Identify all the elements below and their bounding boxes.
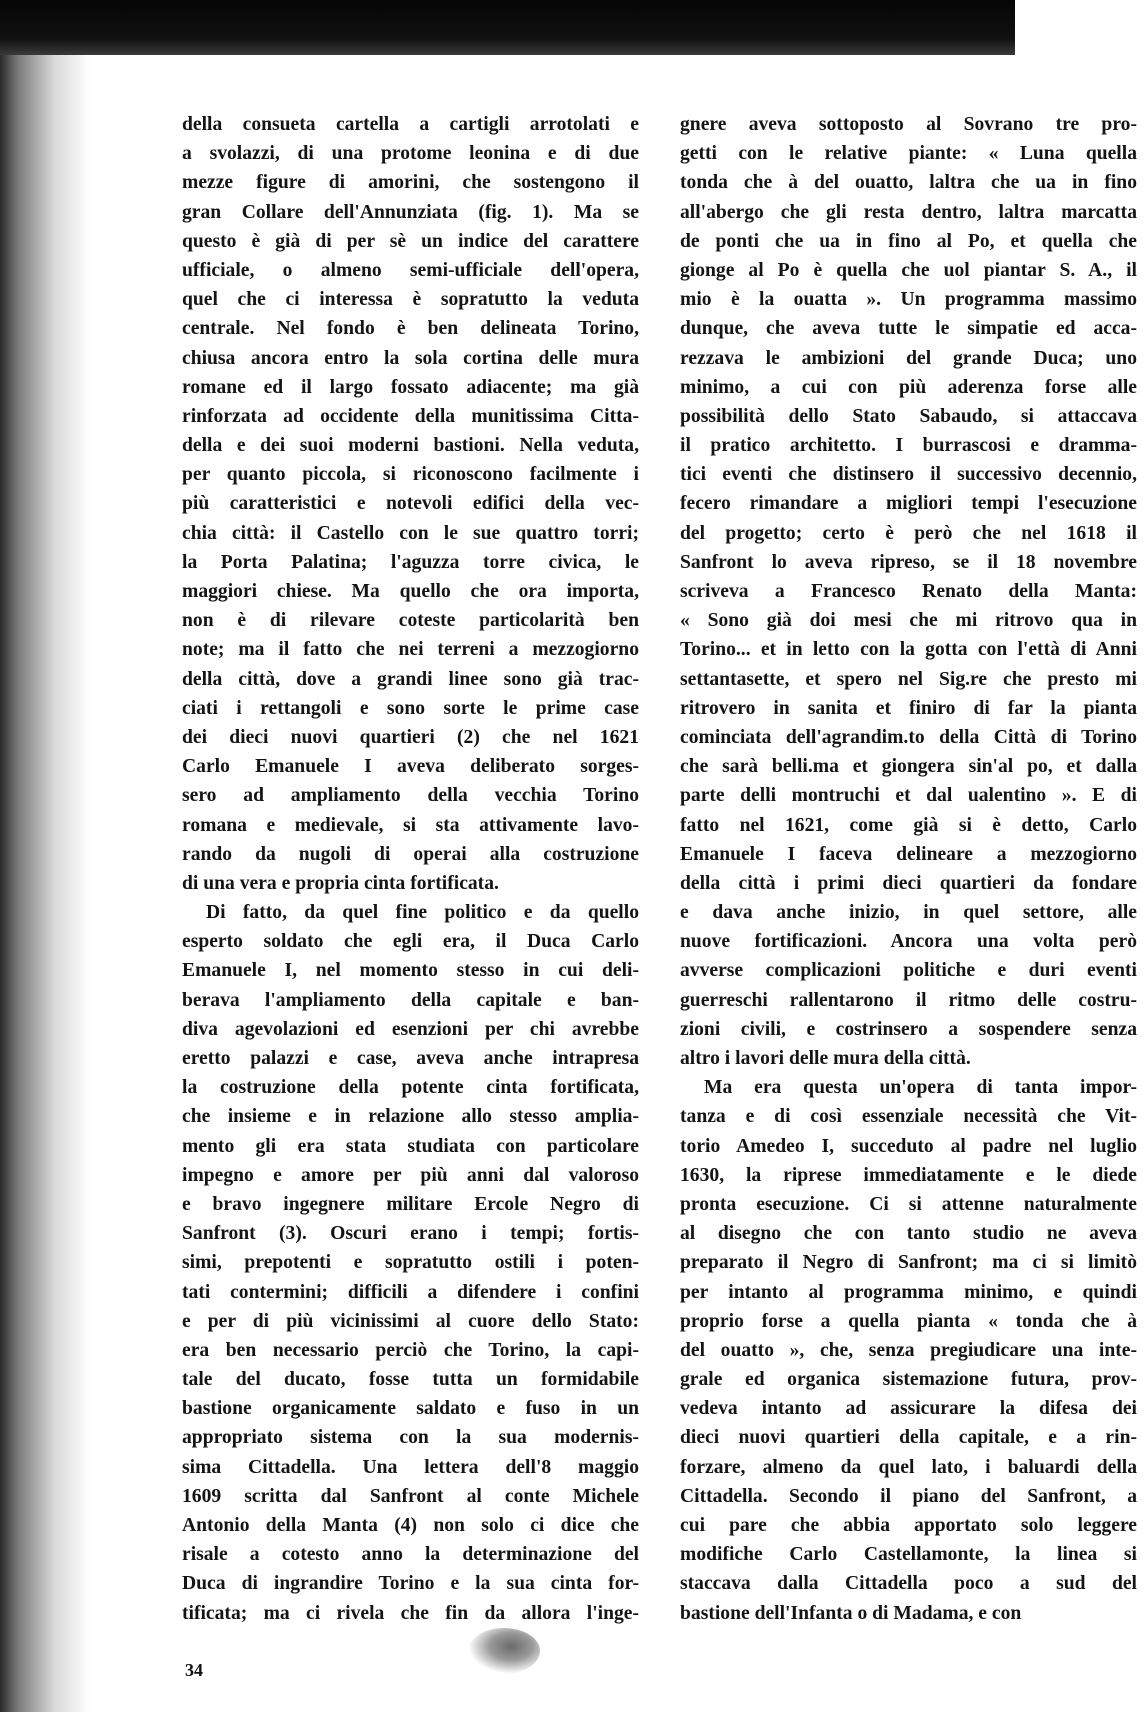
text-line: cominciata dell'agrandim.to della Città di Torino: [680, 726, 1137, 748]
scan-top-border: [0, 0, 1015, 55]
text-line: risale a cotesto anno la determinazione del: [182, 1544, 639, 1566]
text-line: mezze figure di amorini, che sostengono il: [182, 172, 639, 194]
text-line: gionge al Po è quella che uol piantar S. A., il: [680, 259, 1137, 281]
text-line: sima Cittadella. Una lettera dell'8 maggio: [182, 1456, 639, 1478]
text-line: rando da nugoli di operai alla costruzione: [182, 843, 639, 865]
text-line: romane ed il largo fossato adiacente; ma già: [182, 376, 639, 398]
text-line: nuove fortificazioni. Ancora una volta però: [680, 931, 1137, 953]
text-line: note; ma il fatto che nei terreni a mezzogiorno: [182, 639, 639, 661]
text-line: avverse complicazioni politiche e duri eventi: [680, 960, 1137, 982]
text-line: diva agevolazioni ed esenzioni per chi avrebbe: [182, 1018, 639, 1040]
text-line: fatto nel 1621, come già si è detto, Carlo: [680, 814, 1137, 836]
text-line: a svolazzi, di una protome leonina e di due: [182, 143, 639, 165]
text-line: della città, dove a grandi linee sono già trac-: [182, 668, 639, 690]
text-line: ritrovero in sanita et finiro di far la pianta: [680, 697, 1137, 719]
text-line: sero ad ampliamento della vecchia Torino: [182, 785, 639, 807]
text-line: chiusa ancora entro la sola cortina delle mura: [182, 347, 639, 369]
text-line: romana e medievale, si sta attivamente lavo-: [182, 814, 639, 836]
text-line: zioni civili, e costrinsero a sospendere senza: [680, 1018, 1137, 1040]
text-line: Sanfront lo aveva ripreso, se il 18 novembre: [680, 551, 1137, 573]
text-line: torio Amedeo I, succeduto al padre nel luglio: [680, 1135, 1137, 1157]
text-line: cui pare che abbia apportato solo leggere: [680, 1515, 1137, 1536]
text-line: altro i lavori delle mura della città.: [680, 1048, 971, 1069]
text-line: dunque, che aveva tutte le simpatie ed acca-: [680, 318, 1137, 340]
text-line: Di fatto, da quel fine politico e da quello: [206, 902, 639, 924]
text-line: bastione dell'Infanta o di Madama, e con: [680, 1602, 1022, 1624]
text-line: dei dieci nuovi quartieri (2) che nel 1621: [182, 726, 639, 748]
text-line: Torino... et in letto con la gotta con l'ettà di Anni: [680, 639, 1137, 661]
text-line: « Sono già doi mesi che mi ritrovo qua in: [680, 610, 1137, 632]
text-line: parte delli montruchi et dal ualentino ». E di: [680, 785, 1137, 807]
text-line: simi, prepotenti e sopratutto ostili i poten-: [182, 1252, 639, 1274]
text-line: proprio forse a quella pianta « tonda che à: [680, 1310, 1137, 1332]
text-line: guerreschi rallentarono il ritmo delle costru-: [680, 989, 1137, 1011]
text-line: di una vera e propria cinta fortificata.: [182, 872, 499, 894]
text-line: ciati i rettangoli e sono sorte le prime case: [182, 697, 639, 719]
text-line: pronta esecuzione. Ci si attenne naturalmente: [680, 1193, 1137, 1215]
text-line: per quanto piccola, si riconoscono facilmente i: [182, 464, 639, 486]
text-line: della città i primi dieci quartieri da fondare: [680, 872, 1137, 894]
text-line: fecero rimandare a migliori tempi l'esecuzione: [680, 493, 1137, 515]
text-line: settantasette, et spero nel Sig.re che presto mi: [680, 668, 1137, 690]
text-line: del progetto; certo è però che nel 1618 il: [680, 522, 1137, 544]
text-line: de ponti che ua in fino al Po, et quella che: [680, 230, 1137, 252]
text-line: Ma era questa un'opera di tanta impor-: [704, 1077, 1137, 1099]
text-line: per intanto al programma minimo, e quindi: [680, 1281, 1137, 1303]
text-line: rinforzata ad occidente della munitissima Citta-: [182, 405, 639, 427]
text-line: centrale. Nel fondo è ben delineata Torino,: [182, 318, 639, 340]
text-line: Emanuele I faceva delineare a mezzogiorno: [680, 843, 1137, 865]
text-line: ufficiale, o almeno semi-ufficiale dell'opera,: [182, 259, 639, 281]
text-line: il pratico architetto. I burrascosi e dramma-: [680, 435, 1137, 457]
text-line: modifiche Carlo Castellamonte, la linea si: [680, 1544, 1137, 1566]
text-line: gran Collare dell'Annunziata (fig. 1). Ma se: [182, 201, 639, 223]
left-text-column: [182, 110, 639, 1628]
text-line: tati contermini; difficili a difendere i confini: [182, 1281, 639, 1303]
text-line: rezzava le ambizioni del grande Duca; uno: [680, 347, 1137, 369]
text-line: vedeva intanto ad assicurare la difesa dei: [680, 1398, 1137, 1420]
text-line: Duca di ingrandire Torino e la sua cinta for-: [182, 1573, 639, 1595]
text-line: forzare, almeno da quel lato, i baluardi della: [680, 1456, 1137, 1478]
text-line: e dava anche inizio, in quel settore, alle: [680, 902, 1137, 924]
right-text-column: [680, 110, 1137, 1628]
text-line: e per di più vicinissimi al cuore dello Stato:: [182, 1310, 639, 1332]
text-line: all'abergo che gli resta dentro, laltra marcatta: [680, 201, 1137, 223]
text-line: staccava dalla Cittadella poco a sud del: [680, 1573, 1137, 1595]
text-line: dieci nuovi quartieri della capitale, e a rin-: [680, 1427, 1137, 1449]
text-line: del ouatto », che, senza pregiudicare una inte-: [680, 1339, 1137, 1361]
page-gutter-shadow: [0, 0, 90, 1712]
text-line: Carlo Emanuele I aveva deliberato sorges-: [182, 756, 639, 778]
text-line: getti con le relative piante: « Luna quella: [680, 143, 1137, 165]
text-line: che insieme e in relazione allo stesso amplia-: [182, 1106, 639, 1128]
text-line: più caratteristici e notevoli edifici della vec-: [182, 493, 639, 515]
text-line: maggiori chiese. Ma quello che ora importa,: [182, 581, 639, 602]
text-line: 1630, la riprese immediatamente e le diede: [680, 1164, 1137, 1186]
text-line: Cittadella. Secondo il piano del Sanfront, a: [680, 1485, 1137, 1507]
text-line: scriveva a Francesco Renato della Manta:: [680, 581, 1137, 602]
text-line: esperto soldato che egli era, il Duca Carlo: [182, 931, 639, 953]
text-line: chia città: il Castello con le sue quattro torri;: [182, 522, 639, 544]
text-line: gnere aveva sottoposto al Sovrano tre pro-: [680, 114, 1137, 135]
text-line: Sanfront (3). Oscuri erano i tempi; fortis-: [182, 1223, 639, 1245]
text-line: la Porta Palatina; l'aguzza torre civica, le: [182, 551, 639, 573]
text-line: eretto palazzi e case, aveva anche intrapresa: [182, 1048, 639, 1069]
text-line: berava l'ampliamento della capitale e ban-: [182, 989, 639, 1011]
text-line: tale del ducato, fosse tutta un formidabile: [182, 1369, 639, 1391]
text-line: Antonio della Manta (4) non solo ci dice che: [182, 1515, 639, 1536]
text-line: tificata; ma ci rivela che fin da allora l'inge-: [182, 1602, 639, 1624]
text-line: non è di rilevare coteste particolarità ben: [182, 610, 639, 632]
text-line: mio è la ouatta ». Un programma massimo: [680, 289, 1137, 311]
text-line: possibilità dello Stato Sabaudo, si attaccava: [680, 405, 1137, 427]
scan-top-right-margin: [1015, 0, 1143, 55]
text-line: Emanuele I, nel momento stesso in cui deli-: [182, 960, 639, 982]
text-line: che sarà belli.ma et giongera sin'al po, et dalla: [680, 756, 1137, 778]
text-line: tici eventi che distinsero il successivo decennio,: [680, 464, 1137, 486]
text-line: bastione organicamente saldato e fuso in un: [182, 1398, 639, 1420]
text-line: della consueta cartella a cartigli arrotolati e: [182, 114, 639, 135]
text-line: minimo, a cui con più aderenza forse alle: [680, 376, 1137, 398]
text-line: e bravo ingegnere militare Ercole Negro di: [182, 1193, 639, 1215]
text-line: tanza e di così essenziale necessità che Vit-: [680, 1106, 1137, 1128]
ink-smudge: [468, 1628, 540, 1674]
page-number: 34: [185, 1660, 203, 1680]
text-line: tonda che à del ouatto, laltra che ua in fino: [680, 172, 1137, 194]
text-line: preparato il Negro di Sanfront; ma ci si limitò: [680, 1252, 1137, 1274]
text-line: al disegno che con tanto studio ne aveva: [680, 1223, 1137, 1245]
text-line: la costruzione della potente cinta fortificata,: [182, 1077, 639, 1099]
text-line: mento gli era stata studiata con particolare: [182, 1135, 639, 1157]
text-line: della e dei suoi moderni bastioni. Nella veduta,: [182, 435, 639, 457]
text-line: 1609 scritta dal Sanfront al conte Michele: [182, 1485, 639, 1507]
text-line: grale ed organica sistemazione futura, prov-: [680, 1369, 1137, 1391]
text-line: quel che ci interessa è sopratutto la veduta: [182, 289, 639, 311]
text-line: era ben necessario perciò che Torino, la capi-: [182, 1339, 639, 1361]
text-line: appropriato sistema con la sua modernis-: [182, 1427, 639, 1449]
text-line: questo è già di per sè un indice del carattere: [182, 230, 639, 252]
text-line: impegno e amore per più anni dal valoroso: [182, 1164, 639, 1186]
